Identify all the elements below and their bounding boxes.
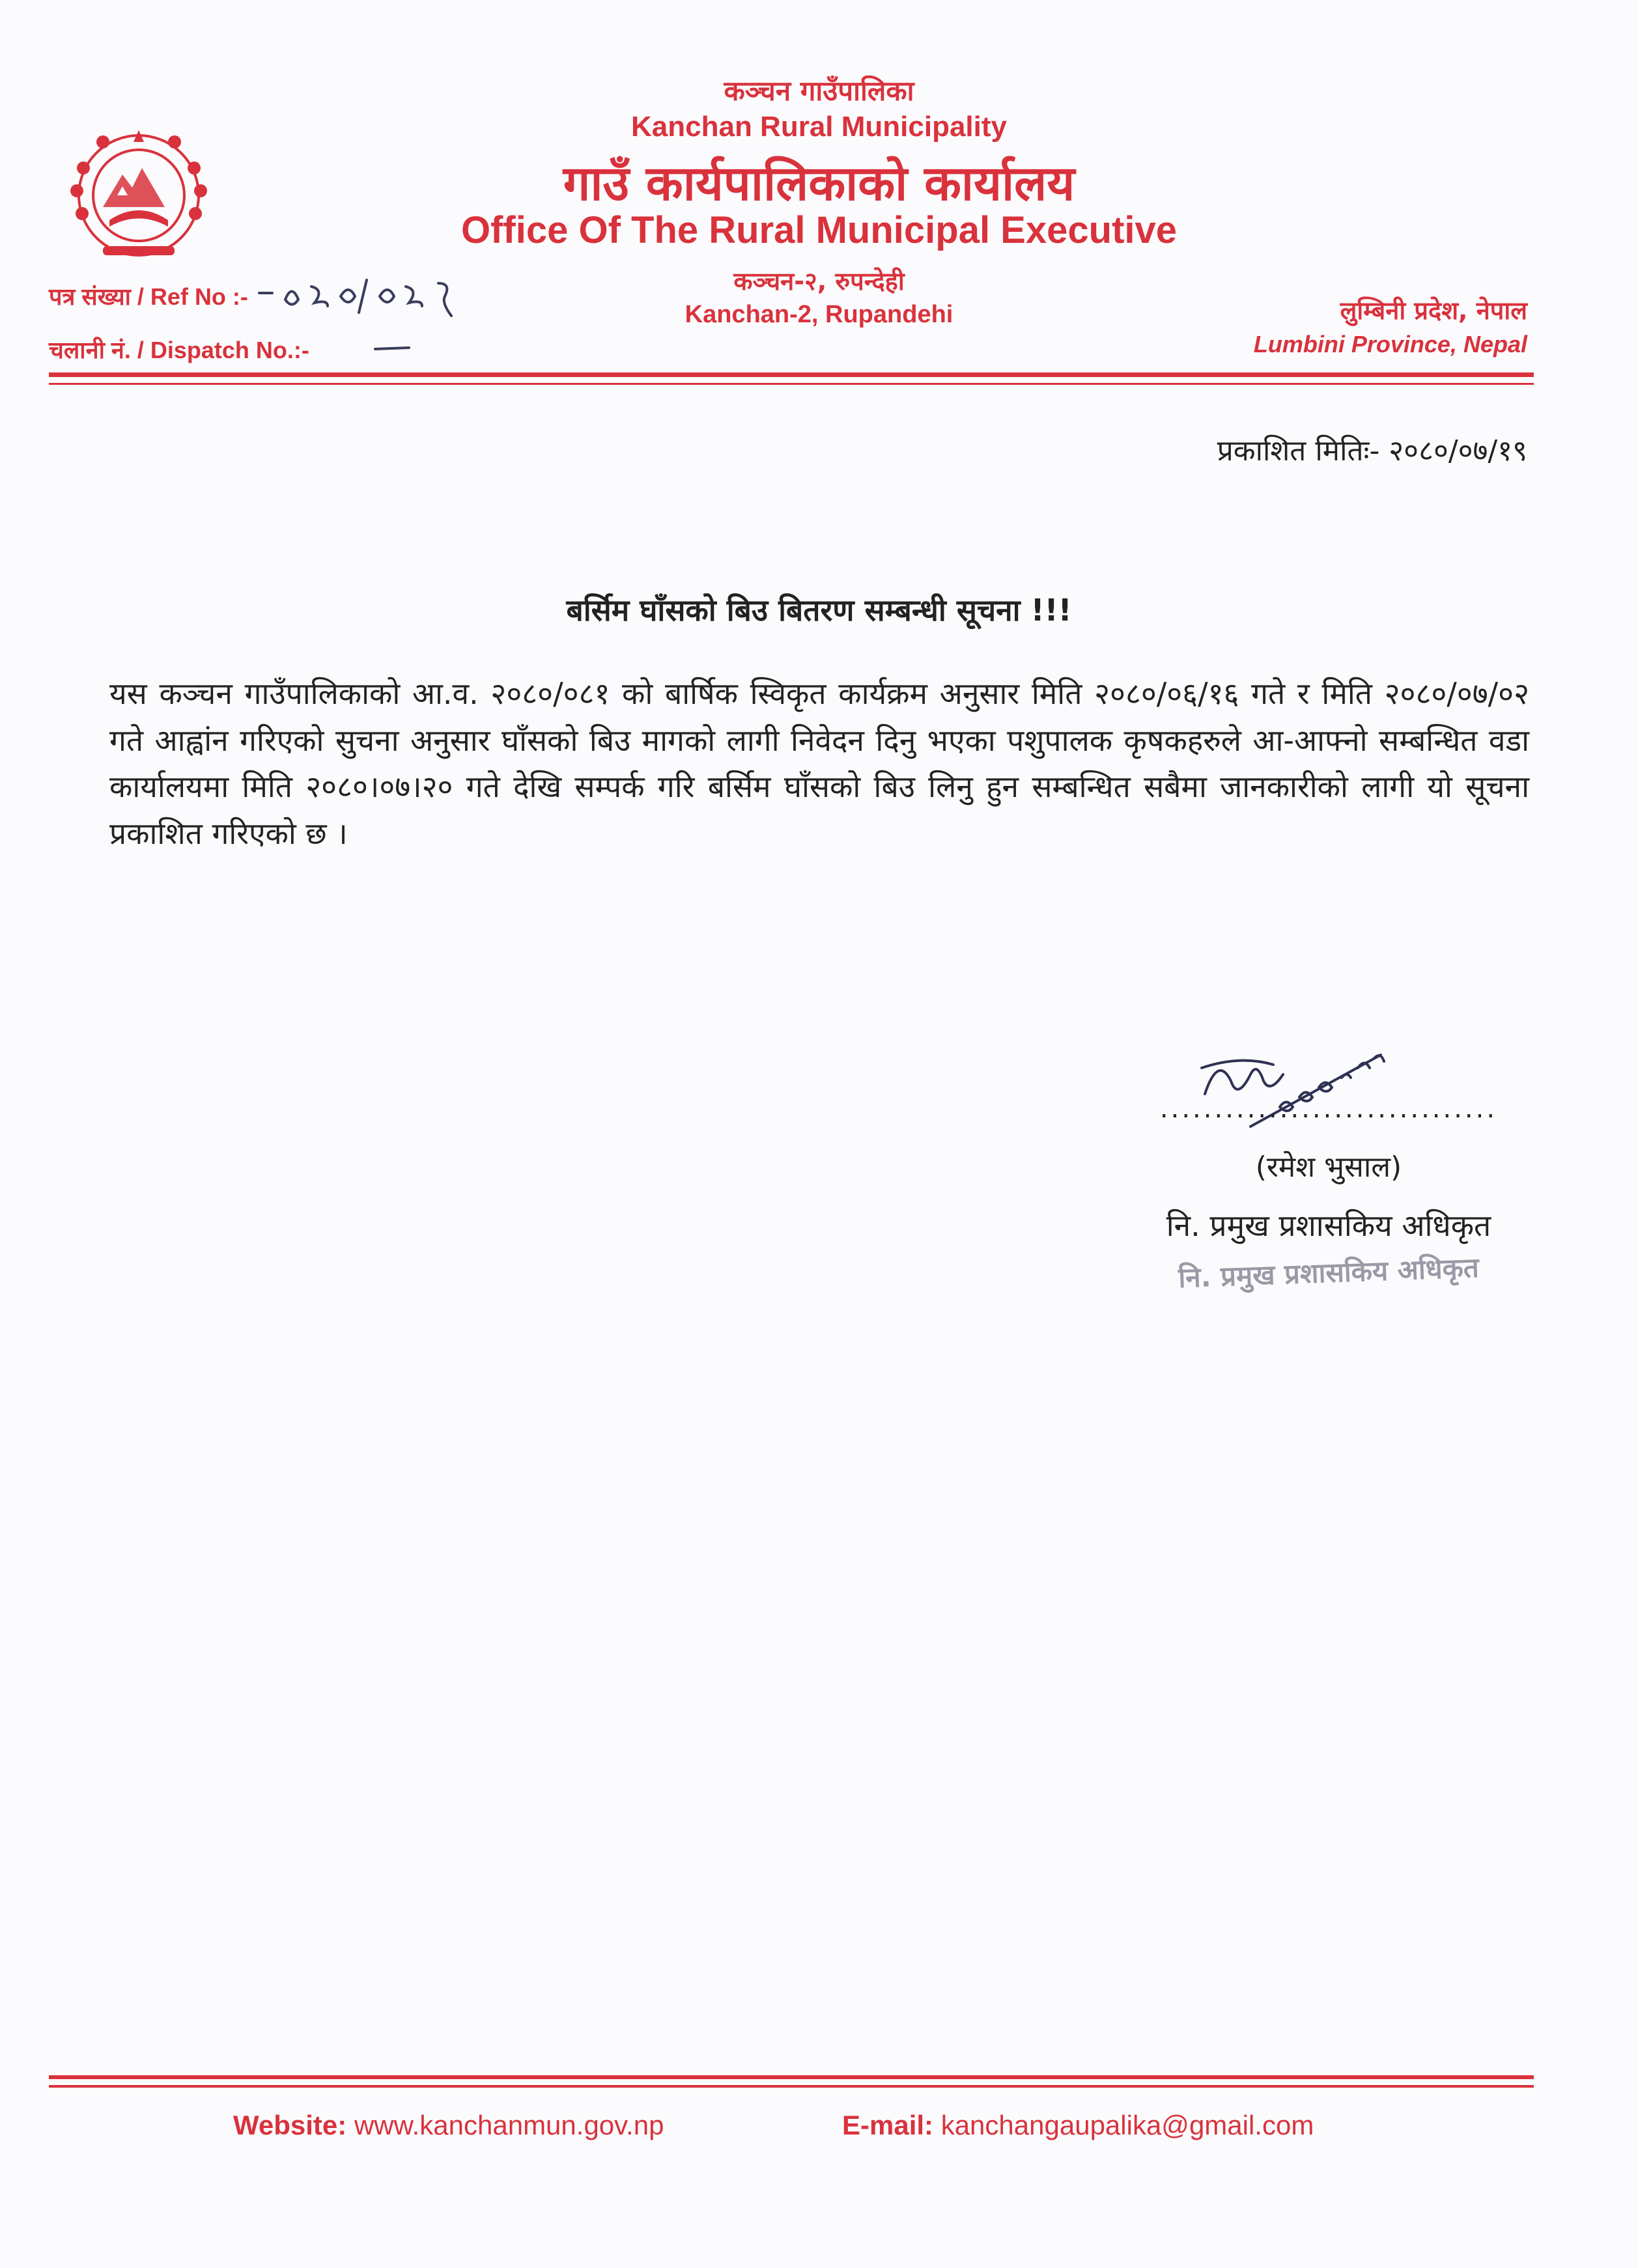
email-link[interactable]: kanchangaupalika@gmail.com [940,2110,1314,2140]
office-name-np: गाउँ कार्यपालिकाको कार्यालय [563,156,1075,212]
municipality-name-en: Kanchan Rural Municipality [631,111,1007,143]
header-divider [49,372,1534,377]
office-name-en: Office Of The Rural Municipal Executive [460,209,1178,251]
email-label: E-mail: [842,2110,934,2140]
website-link[interactable]: www.kanchanmun.gov.np [354,2110,664,2140]
dispatch-number-label: चलानी नं. / Dispatch No.:- [49,337,309,363]
published-date: प्रकाशित मितिः- २०८०/०७/१९ [1217,434,1527,468]
signatory-title: नि. प्रमुख प्रशासकिय अधिकृत [1166,1208,1491,1243]
footer-divider [49,2075,1534,2079]
website-label: Website: [233,2110,347,2140]
dispatch-number-handwritten [373,339,412,358]
notice-body: यस कञ्चन गाउँपालिकाको आ.व. २०८०/०८१ को बार्षिक स्विकृत कार्यक्रम अनुसार मिति २०८०/०६/१६ गते र मिति २०८०/०७/०२ गते आह्वांन गरिएको सुचना अनुसार घाँसको बिउ मागको लागी निवेदन दिनु भएका पशुपालक कृषकहरुले आ-आफ्नो सम्बन्धित वडा कार्यालयमा मिति २०८०।०७।२० गते देखि सम्पर्क गरि बर्सिम घाँसको बिउ लिनु हुन सम्बन्धित सबैमा जानकारीको लागी यो सूचना प्रकाशित गरिएको छ । [109,676,1529,851]
municipality-name-np: कञ्चन गाउँपालिका [724,75,914,107]
notice-subject: बर्सिम घाँसको बिउ बितरण सम्बन्धी सूचना !!! [566,593,1072,628]
signature-line: ............................... [1159,1094,1498,1124]
official-stamp: नि. प्रमुख प्रशासकिय अधिकृत [1178,1251,1480,1295]
province-en: Lumbini Province, Nepal [1253,331,1527,357]
signature-icon [1172,1029,1420,1146]
address-np: कञ्चन-२, रुपन्देही [733,267,905,296]
address-en: Kanchan-2, Rupandehi [685,301,953,328]
province-np: लुम्बिनी प्रदेश, नेपाल [1340,296,1527,325]
ref-number-label: पत्र संख्या / Ref No :- [49,283,248,310]
footer-email [842,2110,1314,2141]
footer-divider-thin [49,2085,1534,2088]
header-divider-thin [49,383,1534,385]
signatory-name: (रमेश भुसाल) [1255,1151,1402,1184]
ref-number-handwritten [256,273,471,319]
footer-website [233,2110,664,2141]
